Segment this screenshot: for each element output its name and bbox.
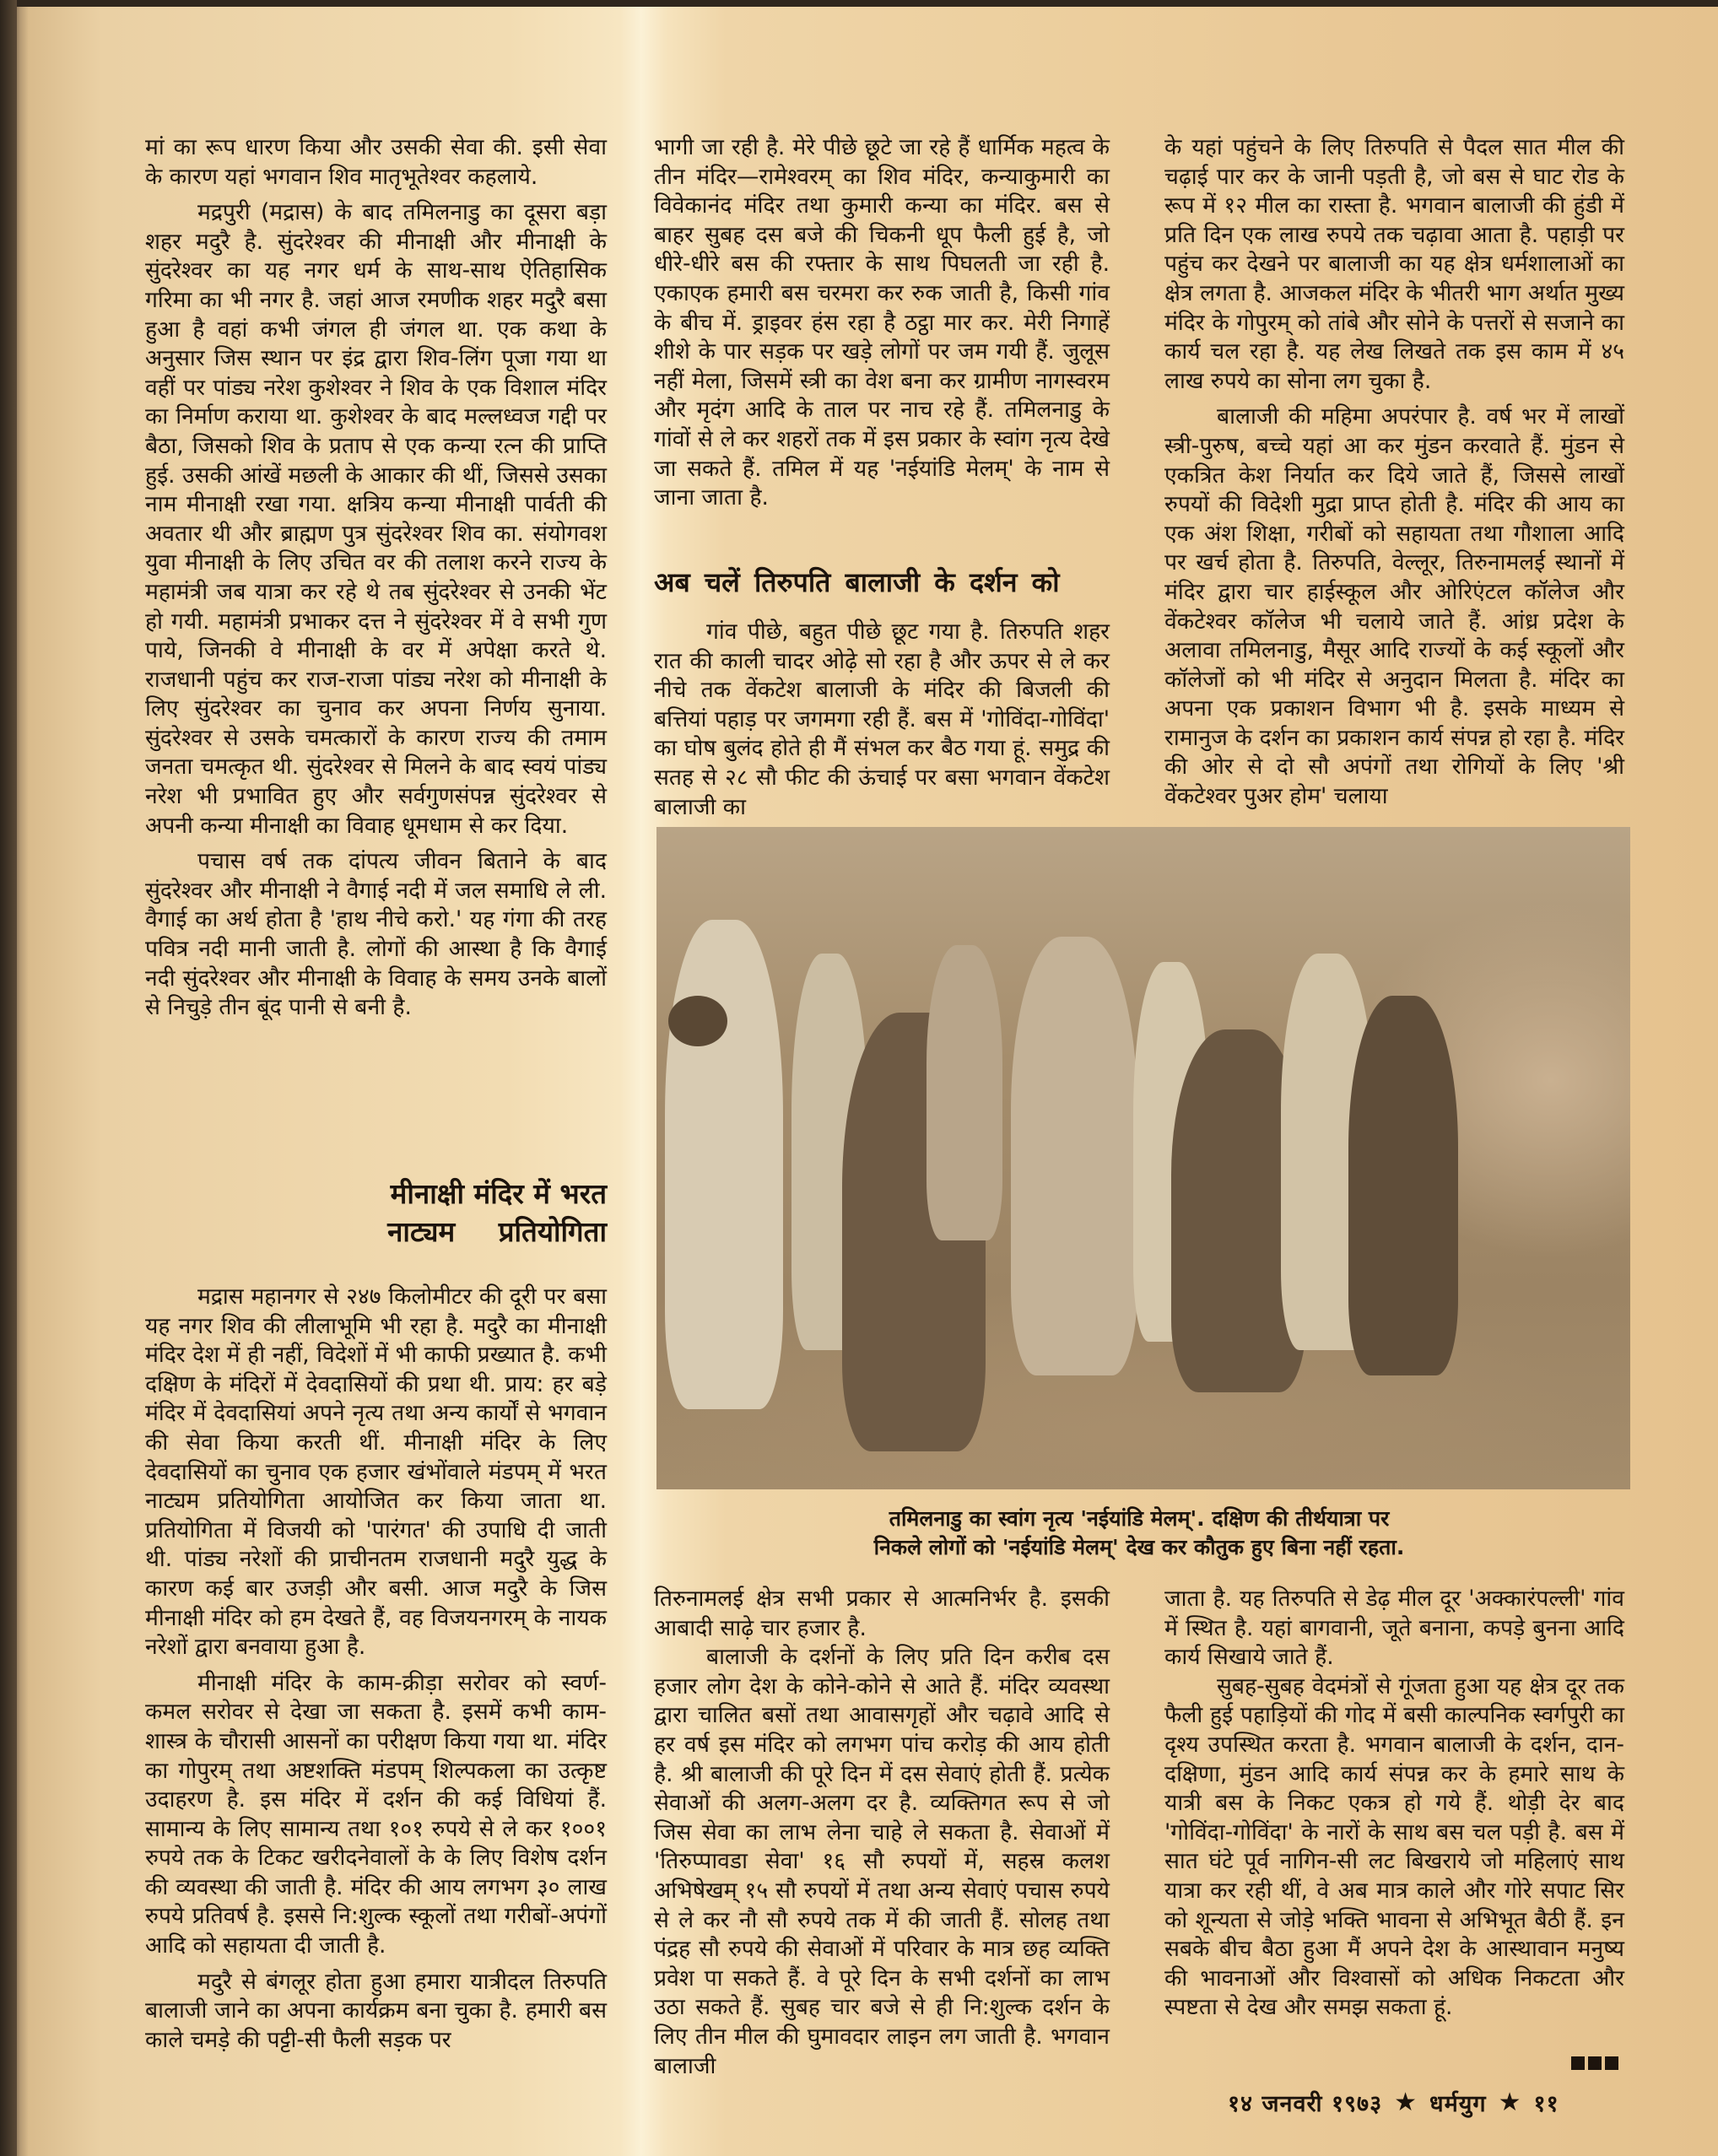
caption-line: निकले लोगों को 'नईयांडि मेलम्' देख कर कौतुक हुए बिना नहीं रहता.: [873, 1535, 1405, 1559]
column-2-lower: [654, 1585, 1110, 2081]
binding-edge: [0, 0, 17, 2156]
paragraph: बालाजी की महिमा अपरंपार है. वर्ष भर में लाखों स्त्री-पुरुष, बच्चे यहां आ कर मुंडन करवाते हैं. मुंडन से एकत्रित केश निर्यात कर दिये जाते हैं, जिससे लाखों रुपयों की विदेशी मुद्रा प्राप्त होती है. मंदिर की आय का एक अंश शिक्षा, गरीबों को सहायता तथा गौशाला आदि पर खर्च होता है. तिरुपति, वेल्लूर, तिरुनामलई स्थानों में मंदिर द्वारा चार हाईस्कूल और ओरिएंटल कॉलेज और वेंकटेश्वर कॉलेज भी चलाये जाते हैं. आंध्र प्रदेश के अलावा तमिलनाडु, मैसूर आदि राज्यों के कई स्कूलों और कॉलेजों को भी मंदिर से अनुदान मिलता है. मंदिर का अपना एक प्रकाशन विभाग भी है. इसके माध्यम से रामानुज के दर्शन का प्रकाशन कार्य संपन्न हो रहा है. मंदिर की ओर से दो सौ अपंगों तथा रोगियों के लिए 'श्री वेंकटेश्वर पुअर होम' चलाया: [1164, 403, 1624, 810]
photo-figure: [1011, 937, 1137, 1375]
column-3-upper: [1164, 133, 1624, 812]
section-heading-meenakshi: [145, 1175, 607, 1251]
paragraph: मद्रपुरी (मद्रास) के बाद तमिलनाडु का दूसरा बड़ा शहर मदुरै है. सुंदरेश्वर की मीनाक्षी और मीनाक्षी के सुंदरेश्वर का यह नगर धर्म के साथ-साथ ऐतिहासिक गरिमा का भी नगर है. जहां आज रमणीक शहर मदुरै बसा हुआ है वहां कभी जंगल ही जंगल था. एक कथा के अनुसार जिस स्थान पर इंद्र द्वारा शिव-लिंग पूजा गया था वहीं पर पांड्य नरेश कुशेश्वर ने शिव के एक विशाल मंदिर का निर्माण कराया था. कुशेश्वर के बाद मल्लध्वज गद्दी पर बैठा, जिसको शिव के प्रताप से एक कन्या रत्न की प्राप्ति हुई. उसकी आंखें मछली के आकार की थीं, जिससे उसका नाम मीनाक्षी रखा गया. क्षत्रिय कन्या मीनाक्षी पार्वती की अवतार थी और ब्राह्मण पुत्र सुंदरेश्वर शिव का. संयोगवश युवा मीनाक्षी के लिए उचित वर की तलाश करने राज्य के महामंत्री जब यात्रा कर रहे थे तब सुंदरेश्वर से उनकी भेंट हो गयी. महामंत्री प्रभाकर दत्त ने सुंदरेश्वर में वे सभी गुण पाये, जिनकी वे मीनाक्षी के वर में अपेक्षा करते थे. राजधानी पहुंच कर राज-राजा पांड्य नरेश को मीनाक्षी के लिए सुंदरेश्वर का चुनाव कर अपना निर्णय सुनाया. सुंदरेश्वर से उसके चमत्कारों के कारण राज्य की तमाम जनता चमत्कृत थी. सुंदरेश्वर से मिलने के बाद स्वयं पांड्य नरेश भी प्रभावित हुए और सर्वगुणसंपन्न सुंदरेश्वर से अपनी कन्या मीनाक्षी का विवाह धूमधाम से कर दिया.: [145, 199, 607, 839]
end-mark-square: [1588, 2056, 1602, 2070]
star-icon: ★: [1394, 2088, 1418, 2117]
paragraph: गांव पीछे, बहुत पीछे छूट गया है. तिरुपति शहर रात की काली चादर ओढ़े सो रहा है और ऊपर से ले कर नीचे तक वेंकटेश बालाजी के मंदिर की बिजली की बत्तियां पहाड़ पर जगमगा रही हैं. बस में 'गोविंदा-गोविंदा' का घोष बुलंद होते ही मैं संभल कर बैठ गया हूं. समुद्र की सतह से २८ सौ फीट की ऊंचाई पर बसा भगवान वेंकटेश बालाजी का: [654, 619, 1110, 820]
issue-date: १४ जनवरी १९७३: [1228, 2091, 1383, 2117]
page-top-edge: [0, 0, 1718, 7]
paragraph: मद्रास महानगर से २४७ किलोमीटर की दूरी पर बसा यह नगर शिव की लीलाभूमि भी रहा है. मदुरै का मीनाक्षी मंदिर देश में ही नहीं, विदेशों में भी काफी प्रख्यात है. कभी दक्षिण के मंदिरों में देवदासियों की प्रथा थी. प्राय: हर बड़े मंदिर में देवदासियां अपने नृत्य तथा अन्य कार्यों से भगवान की सेवा किया करती थीं. मीनाक्षी मंदिर के लिए देवदासियों का चुनाव एक हजार खंभोंवाले मंडपम् में भरत नाट्यम प्रतियोगिता आयोजित कर किया जाता था. प्रतियोगिता में विजयी को 'पारंगत' की उपाधि दी जाती थी. पांड्य नरेशों की प्राचीनतम राजधानी मदुरै युद्ध के कारण कई बार उजड़ी और बसी. आज मदुरै के जिस मीनाक्षी मंदिर को हम देखते हैं, वह विजयनगरम् के नायक नरेशों द्वारा बनवाया हुआ है.: [145, 1283, 607, 1661]
page-footer: [1228, 2087, 1559, 2118]
paragraph: पचास वर्ष तक दांपत्य जीवन बिताने के बाद सुंदरेश्वर और मीनाक्षी ने वैगाई नदी में जल समाधि ले ली. वैगाई का अर्थ होता है 'हाथ नीचे करो.' यह गंगा की तरह पवित्र नदी मानी जाती है. लोगों की आस्था है कि वैगाई नदी सुंदरेश्वर और मीनाक्षी के विवाह के समय उनके बालों से निचुड़े तीन बूंद पानी से बनी है.: [145, 848, 607, 1021]
photo-figure-dancer: [1348, 996, 1458, 1375]
column-3-lower: [1164, 1585, 1624, 2023]
column-2-upper: [654, 133, 1110, 513]
photo-figure: [927, 945, 1002, 1240]
paragraph: भागी जा रही है. मेरे पीछे छूटे जा रहे हैं धार्मिक महत्व के तीन मंदिर—रामेश्वरम् का शिव मंदिर, कन्याकुमारी का विवेकानंद मंदिर तथा कुमारी कन्या का मंदिर. बस से बाहर सुबह दस बजे की चिकनी धूप फैली हुई है, जो धीरे-धीरे बस की रफ्तार के साथ पिघलती जा रही है. एकाएक हमारी बस चरमरा कर रुक जाती है, किसी गांव के बीच में. ड्राइवर हंस रहा है ठट्ठा मार कर. मेरी निगाहें शीशे के पार सड़क पर खड़े लोगों पर जम गयी हैं. जुलूस नहीं मेला, जिसमें स्त्री का वेश बना कर ग्रामीण नागस्वरम और मृदंग आदि के ताल पर नाच रहे हैं. तमिलनाडु के गांवों से ले कर शहरों तक में इस प्रकार के स्वांग नृत्य देखे जा सकते हैं. तमिल में यह 'नईयांडि मेलम्' के नाम से जाना जाता है.: [654, 134, 1110, 511]
magazine-name: धर्मयुग: [1429, 2091, 1487, 2117]
end-of-article-mark: [1571, 2056, 1618, 2070]
paragraph: मां का रूप धारण किया और उसकी सेवा की. इसी सेवा के कारण यहां भगवान शिव मातृभूतेश्वर कहलाये.: [145, 134, 607, 190]
end-mark-square: [1571, 2056, 1585, 2070]
paragraph: बालाजी के दर्शनों के लिए प्रति दिन करीब दस हजार लोग देश के कोने-कोने से आते हैं. मंदिर व्यवस्था द्वारा चालित बसों तथा आवासगृहों और चढ़ावे आदि से हर वर्ष इस मंदिर को लगभग पांच करोड़ की आय होती है. श्री बालाजी की पूरे दिन में दस सेवाएं होती हैं. प्रत्येक सेवाओं की अलग-अलग दर है. व्यक्तिगत रूप से जो जिस सेवा का लाभ लेना चाहे ले सकता है. सेवाओं में 'तिरुप्पावडा सेवा' १६ सौ रुपयों में, सहस्र कलश अभिषेखम् १५ सौ रुपयों में तथा अन्य सेवाएं पचास रुपये से ले कर नौ सौ रुपये तक में की जाती हैं. सोलह तथा पंद्रह सौ रुपये की सेवाओं में परिवार के मात्र छह व्यक्ति प्रवेश पा सकते हैं. वे पूरे दिन के सभी दर्शनों का लाभ उठा सकते हैं. सुबह चार बजे से ही नि:शुल्क दर्शन के लिए तीन मील की घुमावदार लाइन लग जाती है. भगवान बालाजी: [654, 1644, 1110, 2079]
end-mark-square: [1605, 2056, 1618, 2070]
star-icon: ★: [1498, 2088, 1522, 2117]
paragraph: जाता है. यह तिरुपति से डेढ़ मील दूर 'अक्कारंपल्ली' गांव में स्थित है. यहां बागवानी, जूते बनाना, कपड़े बुनना आदि कार्य सिखाये जाते हैं.: [1164, 1586, 1624, 1671]
dance-photo: [656, 827, 1630, 1489]
paragraph: के यहां पहुंचने के लिए तिरुपति से पैदल सात मील की चढ़ाई पार कर के जानी पड़ती है, जो बस से घाट रोड के रूप में १२ मील का रास्ता है. भगवान बालाजी की हुंडी में प्रति दिन एक लाख रुपये तक चढ़ावा आता है. पहाड़ी पर पहुंच कर देखने पर बालाजी का यह क्षेत्र धर्मशालाओं का क्षेत्र लगता है. आजकल मंदिर के भीतरी भाग अर्थात मुख्य मंदिर के गोपुरम् को तांबे और सोने के पत्तरों से सजाने का कार्य चल रहा है. यह लेख लिखते तक इस काम में ४५ लाख रुपये का सोना लग चुका है.: [1164, 134, 1624, 394]
paragraph: सुबह-सुबह वेदमंत्रों से गूंजता हुआ यह क्षेत्र दूर तक फैली हुई पहाड़ियों की गोद में बसी काल्पनिक स्वर्गपुरी का दृश्य उपस्थित करता है. भगवान बालाजी के दर्शन, दान-दक्षिणा, मुंडन आदि कार्य संपन्न कर के हमारे साथ के यात्री बस के निकट एकत्र हो गये हैं. थोड़ी देर बाद 'गोविंदा-गोविंदा' के नारों के साथ बस चल पड़ी है. बस में सात घंटे पूर्व नागिन-सी लट बिखराये जो महिलाएं साथ यात्रा कर रही थीं, वे अब मात्र काले और गोरे सपाट सिर को शून्यता से जोड़े भक्ति भावना से अभिभूत बैठी हैं. इन सबके बीच बैठा हुआ मैं अपने देश के आस्थावान मनुष्य की भावनाओं और विश्वासों को अधिक निकटता और स्पष्टता से देख और समझ सकता हूं.: [1164, 1672, 1624, 2021]
heading-line: नाट्यम प्रतियोगिता: [387, 1215, 607, 1248]
paragraph: तिरुनामलई क्षेत्र सभी प्रकार से आत्मनिर्भर है. इसकी आबादी साढ़े चार हजार है.: [654, 1586, 1110, 1641]
heading-text: अब चलें तिरुपति बालाजी के दर्शन को: [654, 566, 1060, 598]
photo-figure-musician: [665, 920, 783, 1409]
paragraph: मीनाक्षी मंदिर के काम-क्रीड़ा सरोवर को स्वर्ण-कमल सरोवर से देखा जा सकता है. इसमें कभी काम-शास्त्र के चौरासी आसनों का परीक्षण किया गया था. मंदिर का गोपुरम् तथा अष्टशक्ति मंडपम् शिल्पकला का उत्कृष्ट उदाहरण है. इस मंदिर में दर्शन की कई विधियां हैं. सामान्य के लिए सामान्य तथा १०१ रुपये से ले कर १००१ रुपये तक के टिकट खरीदनेवालों के के लिए विशेष दर्शन की व्यवस्था की जाती है. मंदिर की आय लगभग ३० लाख रुपये प्रतिवर्ष है. इससे नि:शुल्क स्कूलों तथा गरीबों-अपंगों आदि को सहायता दी जाती है.: [145, 1669, 607, 1959]
photo-caption: [810, 1505, 1468, 1562]
caption-line: तमिलनाडु का स्वांग नृत्य 'नईयांडि मेलम्'. दक्षिण की तीर्थयात्रा पर: [889, 1506, 1390, 1531]
column-1-upper: [145, 133, 607, 1023]
heading-line: मीनाक्षी मंदिर में भरत: [390, 1177, 607, 1210]
column-2-middle: [654, 618, 1110, 822]
paragraph: मदुरै से बंगलूर होता हुआ हमारा यात्रीदल तिरुपति बालाजी जाने का अपना कार्यक्रम बना चुका है. हमारी बस काले चमड़े की पट्टी-सी फैली सड़क पर: [145, 1968, 607, 2053]
section-heading-tirupati: [654, 565, 1110, 599]
page-number: ११: [1533, 2091, 1559, 2117]
column-1-lower: [145, 1283, 607, 2055]
photo-instrument: [668, 996, 727, 1046]
